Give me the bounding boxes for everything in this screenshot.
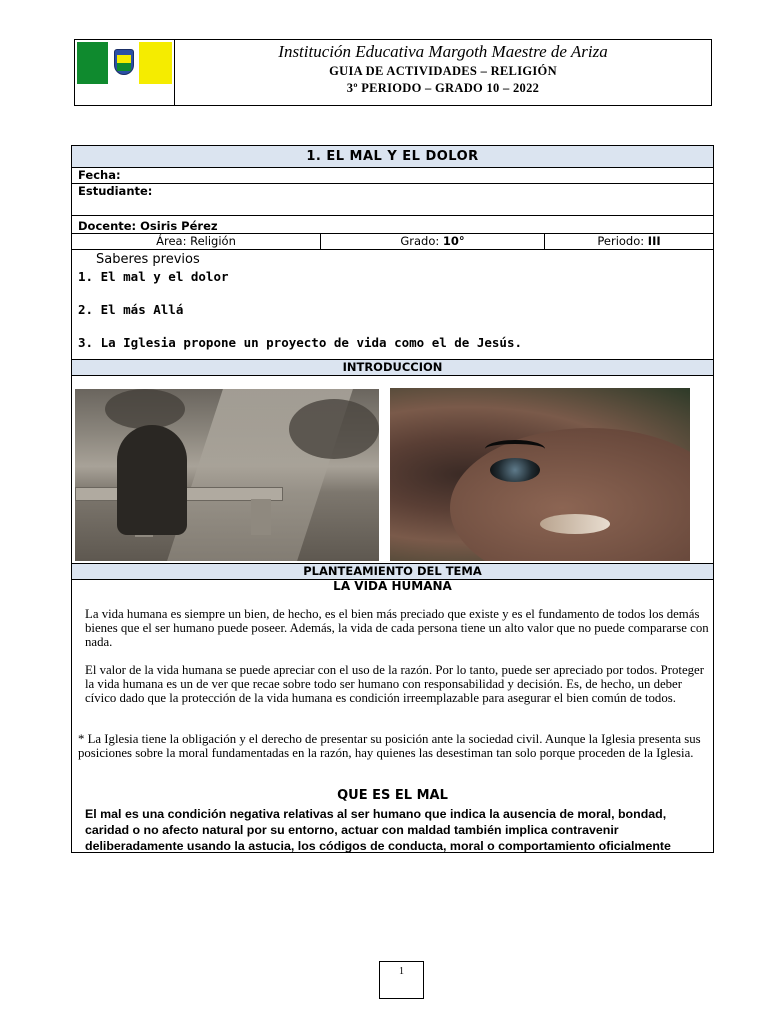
vida-humana-title: LA VIDA HUMANA <box>333 579 452 593</box>
fecha-field[interactable]: Fecha: <box>72 168 713 184</box>
institution-name: Institución Educativa Margoth Maestre de Ariza <box>278 42 608 61</box>
grado-value: 10° <box>442 234 465 248</box>
saberes-item: 3. La Iglesia propone un proyecto de vida como el de Jesús. <box>78 335 523 350</box>
grado-cell <box>321 234 545 249</box>
shield-icon <box>114 49 134 75</box>
worksheet-title: 1. EL MAL Y EL DOLOR <box>72 146 713 168</box>
docente-row: Docente: Osiris Pérez <box>72 216 713 234</box>
periodo-label: Periodo: <box>597 234 648 248</box>
saberes-title: Saberes previos <box>96 252 200 267</box>
header-text <box>175 40 711 96</box>
sad-man-bench-photo <box>75 389 379 561</box>
que-es-el-mal-title: QUE ES EL MAL <box>337 788 448 803</box>
saberes-item: 2. El más Allá <box>78 302 184 317</box>
period-grade: 3º PERIODO – GRADO 10 – 2022 <box>346 81 540 95</box>
document-header <box>74 39 712 106</box>
intro-images <box>72 376 713 564</box>
paragraph-3: * La Iglesia tiene la obligación y el derecho de presentar su posición ante la sociedad civil. Aunque la Iglesia presenta sus posiciones sobre la moral fundamentadas en la razón, hay quienes las desestiman tan solo porque proceden de la Iglesia. <box>78 732 701 760</box>
institution-flag-logo <box>77 42 172 84</box>
grado-label: Grado: <box>400 234 443 248</box>
estudiante-field[interactable]: Estudiante: <box>72 184 713 216</box>
page-number: 1 <box>379 961 424 999</box>
area-cell: Área: Religión <box>72 234 321 249</box>
worksheet-table <box>71 145 714 853</box>
content-section <box>72 580 713 852</box>
periodo-cell <box>545 234 713 249</box>
introduccion-heading: INTRODUCCION <box>72 360 713 376</box>
info-row <box>72 234 713 250</box>
mal-paragraph: El mal es una condición negativa relativas al ser humano que indica la ausencia de moral, bondad, caridad o no afecto natural por su entorno, actuar con maldad también implica contravenir deliberadamente usando la astucia, los códigos de conducta, moral o comportamiento oficialmente <box>85 807 671 853</box>
periodo-value: III <box>647 234 661 248</box>
paragraph-2: El valor de la vida humana se puede apreciar con el uso de la razón. Por lo tanto, puede ser apreciado por todos. Proteger la vida humana es un de ver que recae sobre todo ser humano con responsabilidad y decisión. Es, de hecho, un deber cívico dado que la protección de la vida humana es condición irreemplazable para asegurar el bien común de todos. <box>85 663 704 705</box>
saberes-item: 1. El mal y el dolor <box>78 269 229 284</box>
crying-eye-photo <box>390 388 690 561</box>
guide-title: GUIA DE ACTIVIDADES – RELIGIÓN <box>329 64 557 78</box>
logo-cell <box>75 40 175 105</box>
saberes-previos <box>72 250 713 360</box>
paragraph-1: La vida humana es siempre un bien, de hecho, es el bien más preciado que existe y es el fundamento de todos los demás bienes que el ser humano puede poseer. Además, la vida de cada persona tiene un alto valor que no puede compararse con nada. <box>85 607 709 649</box>
planteamiento-heading: PLANTEAMIENTO DEL TEMA <box>72 564 713 580</box>
